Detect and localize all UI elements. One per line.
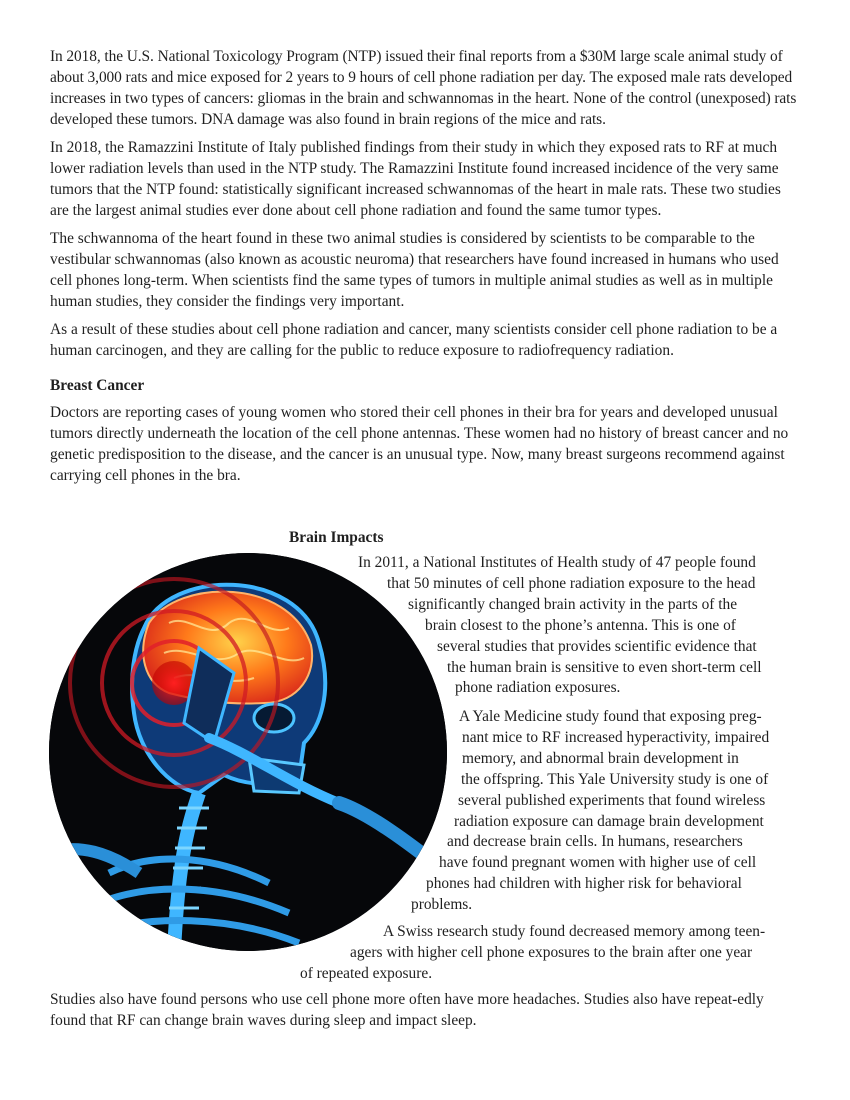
ramazzini-paragraph: In 2018, the Ramazzini Institute of Italy published findings from their study in which they exposed rats to RF at much lower radiation levels than used in the NTP study. The Ramazzini Institute found increased incidence of the very same tumors that the NTP found: statistically significant increased schwannomas of the heart in male rats. These two studies are the largest animal studies ever done about cell phone radiation and found the same tumor types. [50, 139, 781, 219]
text-line: several published experiments that found wireless [458, 791, 766, 809]
result-paragraph: As a result of these studies about cell phone radiation and cancer, many scientists consider cell phone radiation to be a human carcinogen, and they are calling for the public to reduce exposure to radiofrequency radiation. [50, 321, 778, 359]
text-line: memory, and abnormal brain development in [462, 749, 739, 767]
ntp-paragraph: In 2018, the U.S. National Toxicology Program (NTP) issued their final reports from a $30M large scale animal study of about 3,000 rats and mice exposed for 2 years to 9 hours of cell phone radiation per day. The exposed male rats developed increases in two types of cancers: gliomas in the brain and schwannomas in the heart. None of the control (unexposed) rats developed these tumors. DNA damage was also found in brain regions of the mice and rats. [50, 48, 797, 128]
brain-impacts-heading: Brain Impacts [289, 529, 384, 546]
article-body [50, 46, 802, 493]
text-line: nant mice to RF increased hyperactivity, impaired [462, 728, 770, 746]
text-line: the human brain is sensitive to even short-term cell [447, 658, 762, 676]
headaches-sleep-paragraph: Studies also have found persons who use cell phone more often have more headaches. Studies also have repeat-edly found that RF can change brain waves during sleep and impact sleep. [50, 991, 764, 1029]
text-line: brain closest to the phone’s antenna. This is one of [425, 616, 736, 634]
text-line: agers with higher cell phone exposures to the brain after one year [350, 943, 753, 961]
text-line: In 2011, a National Institutes of Health study of 47 people found [358, 554, 756, 571]
text-line: and decrease brain cells. In humans, researchers [447, 833, 743, 851]
nih-study-paragraph [0, 553, 850, 699]
text-line: A Yale Medicine study found that exposing preg- [459, 708, 762, 725]
text-line: problems. [411, 896, 473, 914]
yale-study-paragraph [0, 707, 850, 916]
text-line: several studies that provides scientific evidence that [437, 637, 757, 655]
text-line: phones had children with higher risk for behavioral [426, 875, 742, 893]
swiss-study-paragraph [0, 922, 850, 985]
text-line: significantly changed brain activity in the parts of the [408, 595, 738, 613]
text-line: have found pregnant women with higher use of cell [439, 854, 757, 872]
breast-cancer-heading: Breast Cancer [50, 377, 145, 394]
text-line: of repeated exposure. [300, 964, 433, 982]
schwannoma-paragraph: The schwannoma of the heart found in these two animal studies is considered by scientists to be comparable to the vestibular schwannomas (also known as acoustic neuroma) that researchers have found increased in humans who used cell phones long-term. When scientists find the same types of tumors in multiple animal studies as well as in multiple human studies, they consider the findings very important. [50, 230, 779, 310]
text-line: phone radiation exposures. [455, 679, 621, 697]
text-line: that 50 minutes of cell phone radiation exposure to the head [387, 574, 756, 592]
text-line: radiation exposure can damage brain development [454, 812, 764, 830]
text-line: the offspring. This Yale University study is one of [461, 770, 769, 788]
text-line: A Swiss research study found decreased memory among teen- [383, 923, 766, 940]
breast-cancer-paragraph: Doctors are reporting cases of young women who stored their cell phones in their bra for years and developed unusual tumors directly underneath the location of the cell phone antennas. These women had no history of breast cancer and no genetic predisposition to the disease, and the cancer is an unusual type. Now, many breast surgeons recommend against carrying cell phones in the bra. [50, 404, 789, 484]
